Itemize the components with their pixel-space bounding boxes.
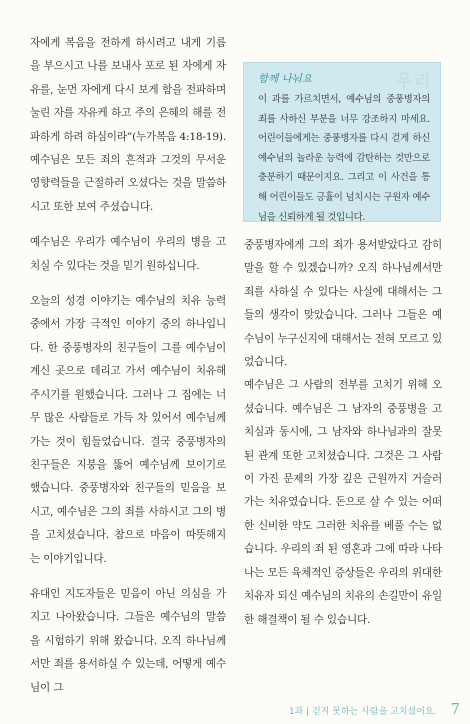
page-footer (260, 700, 460, 718)
page-number: 7 (450, 700, 460, 718)
callout-body: 이 과를 가르치면서, 예수님의 중풍병자의 죄를 사하신 부분을 너무 강조하지 마세요. 어린이들에게는 중풍병자를 다시 걷게 하신 예수님의 놀라운 능력에 감탄하는 것만으로 충분하기 때문이지요. 그리고 이 사건을 통해 어린이들도 긍휼이 넘치시는 구원자 예수님을 신뢰하게 될 것입니다. (258, 94, 430, 223)
paragraph: 자에게 복음을 전하게 하시려고 내게 기름을 부으시고 나를 보내사 포로 된 자에게 자유를, 눈먼 자에게 다시 보게 함을 전파하며 눌린 자를 자유케 하고 주의 은혜의 해를 전파하게 하려 하심이라”(누가복음 4:18-19). 예수님은 모든 죄의 흔적과 그것의 무서운 영향력들을 근절하러 오셨다는 것을 말씀하시고 또한 보여 주셨습니다. (30, 37, 226, 213)
paragraph: 오늘의 성경 이야기는 예수님의 치유 능력 중에서 가장 극적인 이야기 중의 하나입니다. 한 중풍병자의 친구들이 그를 예수님이 계신 곳으로 데리고 가서 예수님이 치유해 주시기를 원했습니다. 그러나 그 집에는 너무 많은 사람들로 가득 차 있어서 예수님께 가는 것이 힘들었습니다. 결국 중풍병자의 친구들은 지붕을 뚫어 예수님께 보이기로 했습니다. 중풍병자와 친구들의 믿음을 보시고, 예수님은 그의 죄를 사하시고 그의 병을 고치셨습니다. 참으로 마음이 따뜻해지는 이야기입니다. (30, 295, 226, 565)
paragraph: 예수님은 그 사람의 전부를 고치기 위해 오셨습니다. 예수님은 그 남자의 중풍병을 고치심과 동시에, 그 남자와 하나님과의 잘못된 관계 또한 고치셨습니다. 그것은 그 사람이 가진 문제의 가장 깊은 근원까지 거슬러가는 치유였습니다. 돈으로 살 수 있는 어떠한 신비한 약도 그러한 치유를 베풀 수는 없습니다. 우리의 죄 된 영혼과 그에 따라 나타나는 모든 육체적인 증상들은 우리의 위대한 치유자 되신 예수님의 치유의 손길만이 유일한 해결책이 될 수 있습니다. (244, 379, 442, 626)
right-column (244, 234, 442, 632)
chapter-title: 1과 | 걷지 못하는 사람을 고치셨어요. (288, 707, 437, 717)
paragraph: 유대인 지도자들은 믿음이 아닌 의심을 가지고 나아왔습니다. 그들은 예수님의 말씀을 시험하기 위해 왔습니다. 오직 하나님께서만 죄를 용서하실 수 있는데, 어떻게 예수님이 그 (30, 587, 226, 694)
callout-title: 함께 나눠요 (258, 73, 313, 85)
paragraph: 중풍병자에게 그의 죄가 용서받았다고 감히 말을 할 수 있겠습니까? 오직 하나님께서만 죄를 사하실 수 있다는 사실에 대해서는 그들의 생각이 맞았습니다. 그러나 그들은 예수님이 누구신지에 대해서는 전혀 모르고 있었습니다. (244, 239, 442, 369)
left-column (30, 32, 226, 712)
callout-watermark: 우리 (395, 71, 432, 92)
callout-box (243, 62, 441, 222)
paragraph: 예수님은 우리가 예수님이 우리의 병을 고치실 수 있다는 것을 믿기 원하십니다. (30, 236, 226, 272)
